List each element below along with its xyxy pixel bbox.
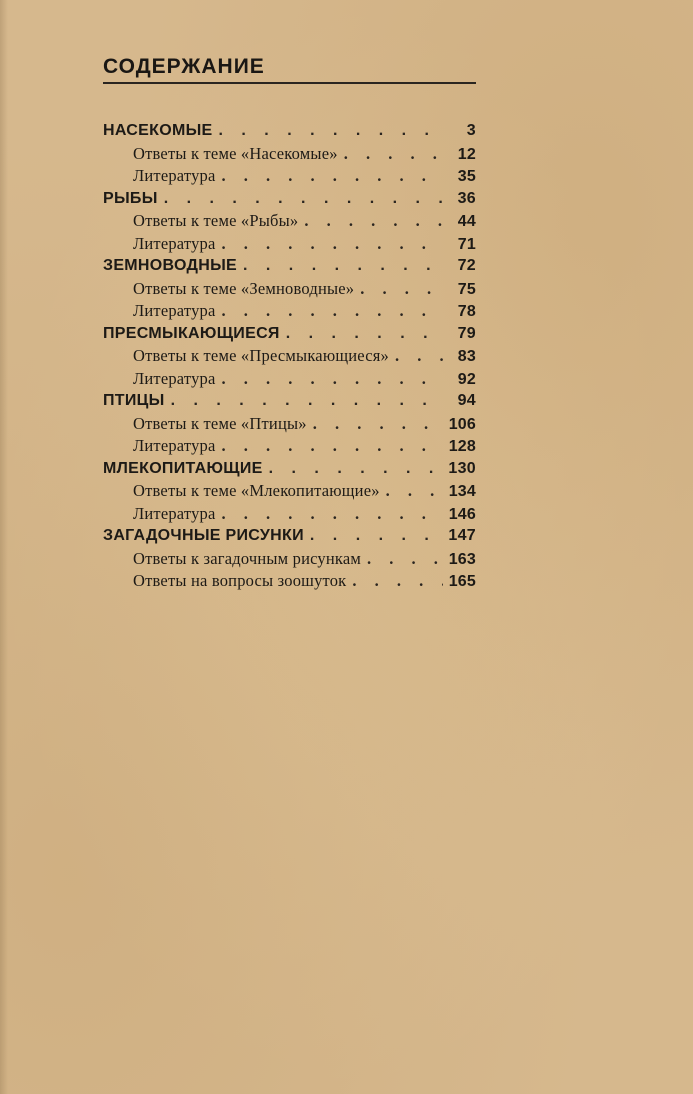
toc-entry-sub: [103, 570, 476, 593]
entry-label: Ответы к загадочным рисункам: [133, 548, 362, 568]
entry-label: Ответы к теме «Пресмыкающиеся»: [133, 346, 389, 365]
entry-page: 106: [448, 415, 476, 433]
entry-page: 71: [457, 235, 476, 253]
title-underline: [103, 82, 476, 84]
toc-entry-sub: [103, 165, 476, 188]
entry-label: Ответы к теме «Насекомые»: [133, 143, 338, 163]
toc-entry-sub: [103, 143, 476, 166]
entry-label: Ответы к теме «Рыбы»: [133, 211, 299, 230]
entry-page: 72: [457, 257, 476, 274]
dot-leader: [243, 255, 444, 278]
toc-entry-section: [103, 255, 476, 278]
entry-label: ЗЕМНОВОДНЫЕ: [103, 257, 238, 274]
dot-leader: [313, 413, 443, 436]
entry-page: 147: [448, 527, 476, 544]
toc-entry-section: [103, 120, 476, 143]
entry-page: 128: [448, 438, 476, 455]
dot-leader: [219, 120, 444, 143]
dot-leader: [367, 548, 443, 571]
toc-entry-sub: [103, 278, 476, 301]
dot-leader: [395, 345, 444, 368]
entry-page: 94: [457, 392, 476, 409]
dot-leader: [222, 435, 443, 458]
toc-list: [103, 120, 476, 593]
dot-leader: [222, 368, 444, 391]
entry-page: 79: [457, 324, 476, 342]
entry-page: 165: [448, 573, 476, 590]
entry-page: 75: [457, 280, 476, 298]
toc-entry-section: [103, 525, 476, 548]
entry-label: Литература: [133, 233, 216, 253]
dot-leader: [310, 525, 442, 548]
toc-entry-sub: [103, 413, 476, 436]
entry-page: 163: [448, 550, 476, 568]
entry-label: Литература: [133, 301, 216, 320]
entry-label: ПТИЦЫ: [103, 392, 165, 409]
dot-leader: [386, 480, 443, 503]
dot-leader: [222, 503, 443, 526]
dot-leader: [222, 300, 444, 323]
entry-label: Литература: [133, 503, 216, 523]
dot-leader: [269, 458, 443, 481]
toc-entry-sub: [103, 503, 476, 526]
entry-page: 130: [448, 459, 476, 477]
entry-label: Ответы к теме «Земноводные»: [133, 278, 355, 298]
entry-page: 78: [457, 303, 476, 320]
toc-entry-section: [103, 458, 476, 481]
dot-leader: [164, 188, 444, 211]
entry-page: 44: [457, 213, 476, 230]
entry-label: НАСЕКОМЫЕ: [103, 122, 213, 139]
dot-leader: [171, 390, 444, 413]
entry-page: 134: [448, 483, 476, 500]
toc-entry-sub: [103, 435, 476, 458]
toc-entry-sub: [103, 210, 476, 233]
entry-label: ПРЕСМЫКАЮЩИЕСЯ: [103, 324, 280, 342]
entry-page: 36: [457, 189, 476, 207]
dot-leader: [304, 210, 444, 233]
entry-label: Литература: [133, 368, 216, 388]
entry-page: 92: [457, 370, 476, 388]
dot-leader: [222, 233, 444, 256]
table-of-contents: [103, 52, 476, 593]
entry-label: РЫБЫ: [103, 189, 158, 207]
toc-entry-section: [103, 323, 476, 346]
entry-label: Ответы к теме «Птицы»: [133, 413, 307, 433]
entry-label: МЛЕКОПИТАЮЩИЕ: [103, 459, 263, 477]
entry-label: Литература: [133, 436, 216, 455]
entry-page: 12: [457, 145, 476, 163]
dot-leader: [344, 143, 444, 166]
entry-page: 35: [457, 168, 476, 185]
toc-entry-section: [103, 390, 476, 413]
toc-entry-sub: [103, 345, 476, 368]
entry-page: 146: [448, 505, 476, 523]
entry-label: Ответы на вопросы зоошуток: [133, 571, 347, 590]
toc-entry-sub: [103, 480, 476, 503]
entry-label: Литература: [133, 166, 216, 185]
dot-leader: [222, 165, 444, 188]
entry-page: 83: [457, 348, 476, 365]
toc-entry-sub: [103, 368, 476, 391]
toc-entry-sub: [103, 233, 476, 256]
page-edge-shadow: [0, 0, 8, 1094]
toc-title: СОДЕРЖАНИЕ: [103, 55, 265, 78]
dot-leader: [352, 570, 442, 593]
entry-label: ЗАГАДОЧНЫЕ РИСУНКИ: [103, 527, 304, 544]
toc-entry-sub: [103, 300, 476, 323]
toc-entry-sub: [103, 548, 476, 571]
entry-label: Ответы к теме «Млекопитающие»: [133, 481, 380, 500]
dot-leader: [286, 323, 444, 346]
toc-entry-section: [103, 188, 476, 211]
entry-page: 3: [466, 122, 476, 139]
dot-leader: [360, 278, 444, 301]
